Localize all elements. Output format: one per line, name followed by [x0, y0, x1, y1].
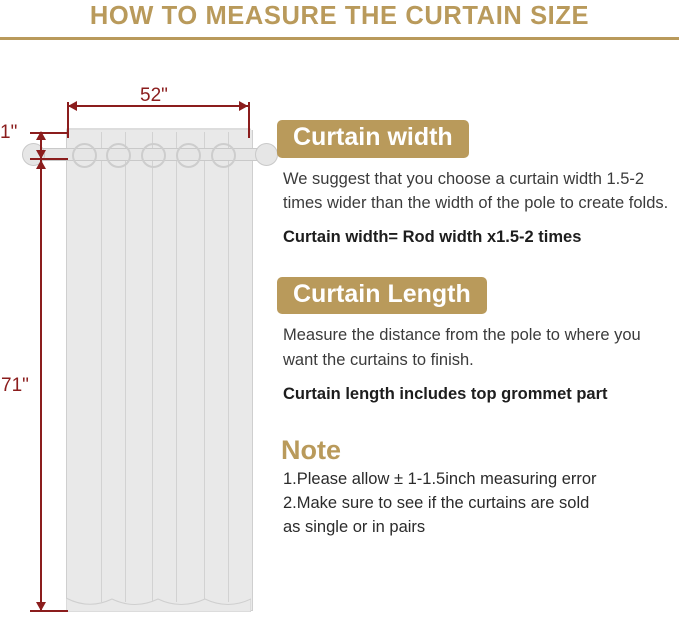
- curtain-length-body: Measure the distance from the pole to where you want the curtains to finish.: [283, 326, 641, 370]
- note-line-2: 2.Make sure to see if the curtains are sold: [283, 494, 590, 513]
- width-dimension-label: 52": [140, 85, 168, 106]
- curtain-fold-line: [228, 132, 229, 602]
- curtain-panel-icon: [66, 130, 253, 611]
- grommet-ring-icon: [141, 143, 166, 168]
- grommet-dimension-label: 1": [0, 122, 18, 143]
- curtain-fold-line: [204, 132, 205, 602]
- curtain-width-formula: Curtain width= Rod width x1.5-2 times: [283, 228, 582, 246]
- section-spacer: [277, 407, 677, 434]
- grommet-ring-icon: [211, 143, 236, 168]
- width-arrow-right: [239, 101, 248, 111]
- curtain-fold-line: [176, 132, 177, 602]
- width-dimension-tick-right: [248, 102, 250, 138]
- grommet-arrow-up: [36, 131, 46, 140]
- rod-finial-right-icon: [255, 143, 278, 166]
- width-arrow-left: [68, 101, 77, 111]
- note-line-1: 1.Please allow ± 1-1.5inch measuring error: [283, 470, 597, 489]
- length-arrow-down: [36, 602, 46, 611]
- note-heading: Note: [281, 434, 341, 465]
- page-title: HOW TO MEASURE THE CURTAIN SIZE: [89, 2, 590, 30]
- curtain-fold-line: [101, 132, 102, 602]
- section-spacer: [277, 250, 677, 277]
- grommet-ring-icon: [72, 143, 97, 168]
- curtain-diagram: [0, 40, 280, 628]
- curtain-width-body: We suggest that you choose a curtain width 1.5-2 times wider than the width of the pole to create folds.: [283, 169, 669, 213]
- curtain-length-heading: Curtain Length: [277, 277, 487, 315]
- curtain-length-formula: Curtain length includes top grommet part: [283, 384, 608, 403]
- curtain-fold-line: [152, 132, 153, 602]
- length-dimension-line: [40, 160, 42, 612]
- length-arrow-up: [36, 160, 46, 169]
- length-dimension-label: 71": [1, 375, 29, 396]
- curtain-hem: [66, 596, 251, 612]
- instructions-column: [277, 120, 677, 540]
- note-line-3: as single or in pairs: [283, 518, 426, 537]
- grommet-ring-icon: [106, 143, 131, 168]
- curtain-fold-line: [125, 132, 126, 602]
- curtain-width-heading: Curtain width: [277, 120, 469, 158]
- grommet-arrow-down: [36, 150, 46, 159]
- grommet-ring-icon: [176, 143, 201, 168]
